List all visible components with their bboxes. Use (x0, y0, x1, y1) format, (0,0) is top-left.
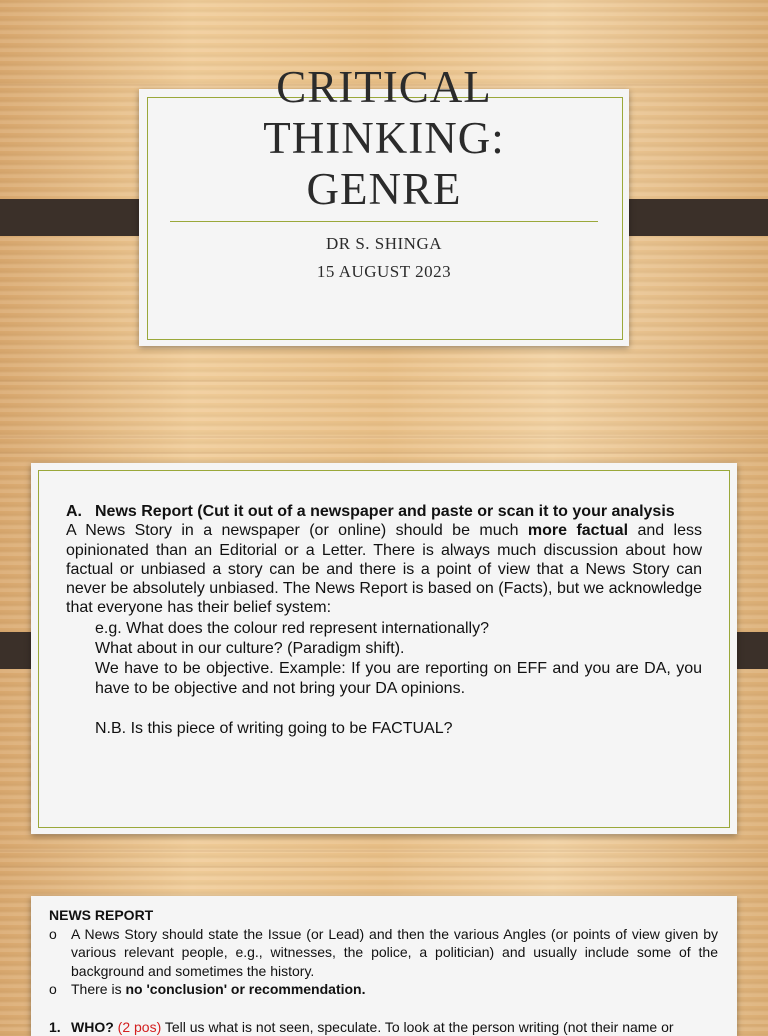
bullet-text: A News Story should state the Issue (or Lead) and then the various Angles (or points of view given by various relevant people, e.g., witnesses, the police, a politician) and usually include some of the background and sometimes the history. (71, 926, 718, 979)
page-title (147, 62, 621, 215)
intro-bold: more factual (528, 522, 628, 539)
bullet-item (49, 980, 718, 999)
section-letter: A. (66, 502, 95, 521)
title-line-1: CRITICAL (147, 62, 621, 113)
example-line-3: We have to be objective. Example: If you are reporting on EFF and you are DA, you have to be objective and not bring your DA opinions. (66, 659, 702, 698)
left-bar-top (0, 199, 155, 236)
bullet-item (49, 925, 718, 981)
numbered-item (49, 1018, 718, 1036)
item-number: 1. (49, 1018, 71, 1036)
title-divider (170, 221, 598, 222)
right-bar-top (613, 199, 768, 236)
bullet-text: There is (71, 981, 125, 997)
item-marks: (2 pos) (118, 1019, 162, 1035)
example-line-2: What about in our culture? (Paradigm shift). (66, 639, 702, 658)
intro-text-1: A News Story in a newspaper (or online) should be much (66, 522, 528, 539)
example-line-1: e.g. What does the colour red represent internationally? (66, 619, 702, 638)
bullet-mark: o (49, 925, 57, 944)
author: DR S. SHINGA (147, 234, 621, 254)
bullet-bold-text: no 'conclusion' or recommendation. (125, 981, 365, 997)
nb-line: N.B. Is this piece of writing going to be FACTUAL? (66, 719, 702, 738)
news-report-notes (49, 906, 718, 1036)
item-text: Tell us what is not seen, speculate. To look at the person writing (not their name or (165, 1019, 674, 1035)
intro-text-2: and less opinionated than an Editorial or a Letter. There is always much discussion about how factual or unbiased a story can be and there is a point of view that a News Story can never be absolutely unbiased. The News Report is based on (Facts), but we acknowledge that everyone has their belief system: (66, 522, 702, 616)
date: 15 AUGUST 2023 (147, 262, 621, 282)
news-report-content (66, 502, 702, 738)
title-line-2: THINKING: (147, 113, 621, 164)
title-line-3: GENRE (147, 164, 621, 215)
notes-heading: NEWS REPORT (49, 906, 718, 925)
intro-paragraph (66, 521, 702, 617)
bullet-mark: o (49, 980, 57, 999)
section-title: News Report (Cut it out of a newspaper and paste or scan it to your analysis (95, 503, 675, 520)
item-label: WHO? (71, 1019, 114, 1035)
section-heading (66, 502, 702, 521)
